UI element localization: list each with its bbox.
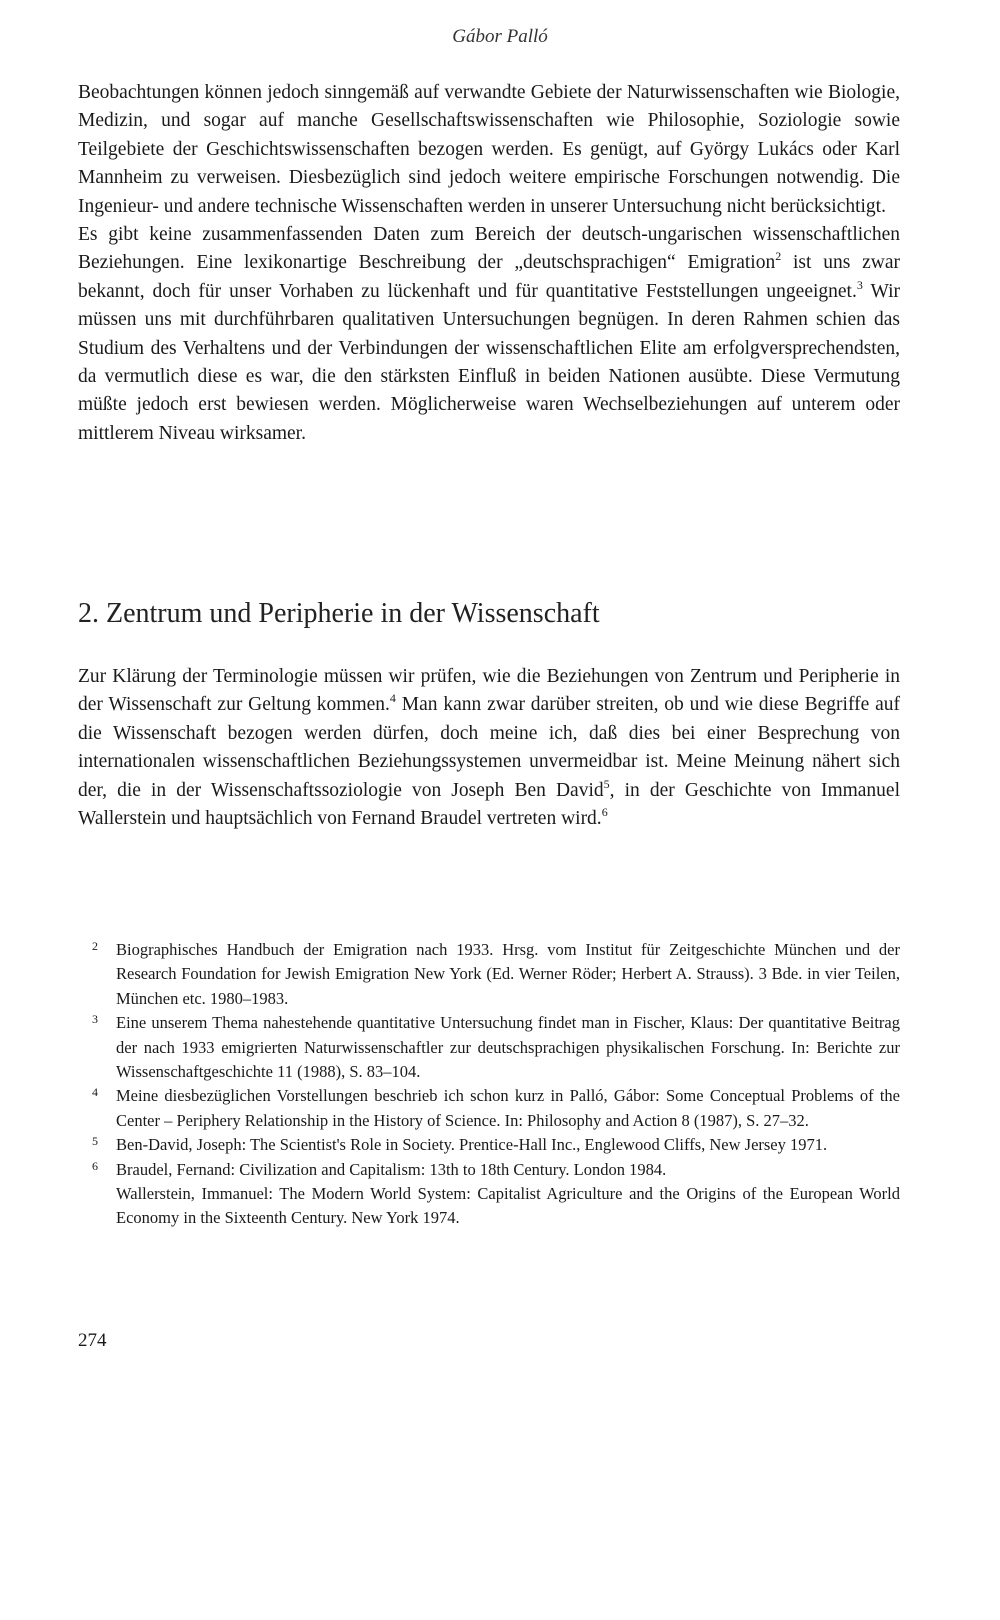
footnote xyxy=(92,1084,900,1133)
footnote-ref-3: 3 xyxy=(856,277,863,292)
footnote-ref-2: 2 xyxy=(775,249,782,264)
footnote-ref-4: 4 xyxy=(389,691,396,706)
footnote-number: 2 xyxy=(92,939,98,953)
footnote-number: 5 xyxy=(92,1134,98,1149)
paragraph-2-part-c: Wir müssen uns mit durchführbaren qualitativen Untersuchungen begnügen. In deren Rahmen schien das Studium des Verhaltens und der Verbindungen der wissenschaftlichen Elite am erfolgversprechendsten, da vermutlich diese es war, die den stärksten Einfluß in beiden Nationen ausübte. Diese Vermutung müßte jedoch erst bewiesen werden. Möglicherweise waren Wechselbeziehungen auf unterem oder mittlerem Niveau wirksamer. xyxy=(78,280,900,444)
section-paragraph-part-b: Man kann zwar darüber streiten, ob und wie diese Begriffe auf die Wissenschaft bezogen werden dürfen, doch meine ich, daß dies bei einer Besprechung von internationalen wissenschaftlichen Beziehungssystemen unvermeidbar ist. Meine Meinung nähert sich der, die in der Wissenschaftssoziologie von Joseph Ben David xyxy=(78,694,900,801)
footnote-ref-6: 6 xyxy=(601,805,608,820)
paragraph-2 xyxy=(78,221,900,448)
footnote-text: Biographisches Handbuch der Emigration nach 1933. Hrsg. vom Institut für Zeitgeschichte München und der Research Foundation for Jewish Emigration New York (Ed. Werner Röder; Herbert A. Strauss). 3 Bde. in vier Teilen, München etc. 1980–1983. xyxy=(116,940,900,1008)
paragraph-1: Beobachtungen können jedoch sinngemäß auf verwandte Gebiete der Naturwissenschaften wie Biologie, Medizin, und sogar auf manche Gesellschaftswissenschaften wie Philosophie, Soziologie sowie Teilgebiete der Geschichtswissenschaften bezogen werden. Es genügt, auf György Lukács oder Karl Mannheim zu verweisen. Diesbezüglich sind jedoch weitere empirische Forschungen notwendig. Die Ingenieur- und andere technische Wissenschaften werden in unserer Untersuchung nicht berücksichtigt. xyxy=(78,82,900,217)
footnote-text: Wallerstein, Immanuel: The Modern World System: Capitalist Agriculture and the Origins of the European World Economy in the Sixteenth Century. New York 1974. xyxy=(116,1184,900,1228)
footnote-text: Braudel, Fernand: Civilization and Capitalism: 13th to 18th Century. London 1984. xyxy=(116,1159,667,1179)
section-paragraph xyxy=(78,663,900,833)
footnote xyxy=(92,1158,900,1231)
footnote-number: 6 xyxy=(92,1158,98,1173)
footnote-text: Eine unserem Thema nahestehende quantitative Untersuchung findet man in Fischer, Klaus: Der quantitative Beitrag der nach 1933 emigrierten Naturwissenschaftler zur deutschsprachigen physikalischen Forschung. In: Berichte zur Wissenschaftgeschichte 11 (1988), S. 83–104. xyxy=(116,1013,900,1082)
footnote xyxy=(92,1011,900,1084)
intro-text xyxy=(78,79,900,448)
section-paragraph-part-c: , in der Geschichte von Immanuel Wallerstein und hauptsächlich von Fernand Braudel vertreten wird. xyxy=(78,779,901,830)
paragraph-2-part-b: ist uns zwar bekannt, doch für unser Vorhaben zu lückenhaft und für quantitative Feststellungen ungeeignet. xyxy=(78,252,900,302)
paragraph-2-part-a: Es gibt keine zusammenfassenden Daten zum Bereich der deutsch-ungarischen wissenschaftlichen Beziehungen. Eine lexikonartige Beschreibung der „deutschsprachigen“ Emigration xyxy=(78,224,900,274)
footnote-number: 4 xyxy=(92,1085,98,1100)
section-paragraph-part-a: Zur Klärung der Terminologie müssen wir prüfen, wie die Beziehungen von Zentrum und Peripherie in der Wissenschaft zur Geltung kommen. xyxy=(78,666,900,716)
footnote-text: Meine diesbezüglichen Vorstellungen beschrieb ich schon kurz in Palló, Gábor: Some Conceptual Problems of the Center – Periphery Relationship in the History of Science. In: Philosophy and Action 8 (1987), S. 27–32. xyxy=(116,1086,900,1130)
footnote-number: 3 xyxy=(92,1012,98,1027)
footnote-ref-5: 5 xyxy=(603,776,610,791)
section-heading: 2. Zentrum und Peripherie in der Wissenschaft xyxy=(78,598,600,629)
running-head: Gábor Palló xyxy=(452,26,548,47)
footnote-text: Ben-David, Joseph: The Scientist's Role in Society. Prentice-Hall Inc., Englewood Cliffs, New Jersey 1971. xyxy=(116,1135,828,1155)
footnotes xyxy=(92,938,900,1231)
section-text xyxy=(78,663,900,833)
page-number: 274 xyxy=(78,1330,107,1351)
footnote xyxy=(92,938,900,1011)
footnote xyxy=(92,1133,900,1157)
